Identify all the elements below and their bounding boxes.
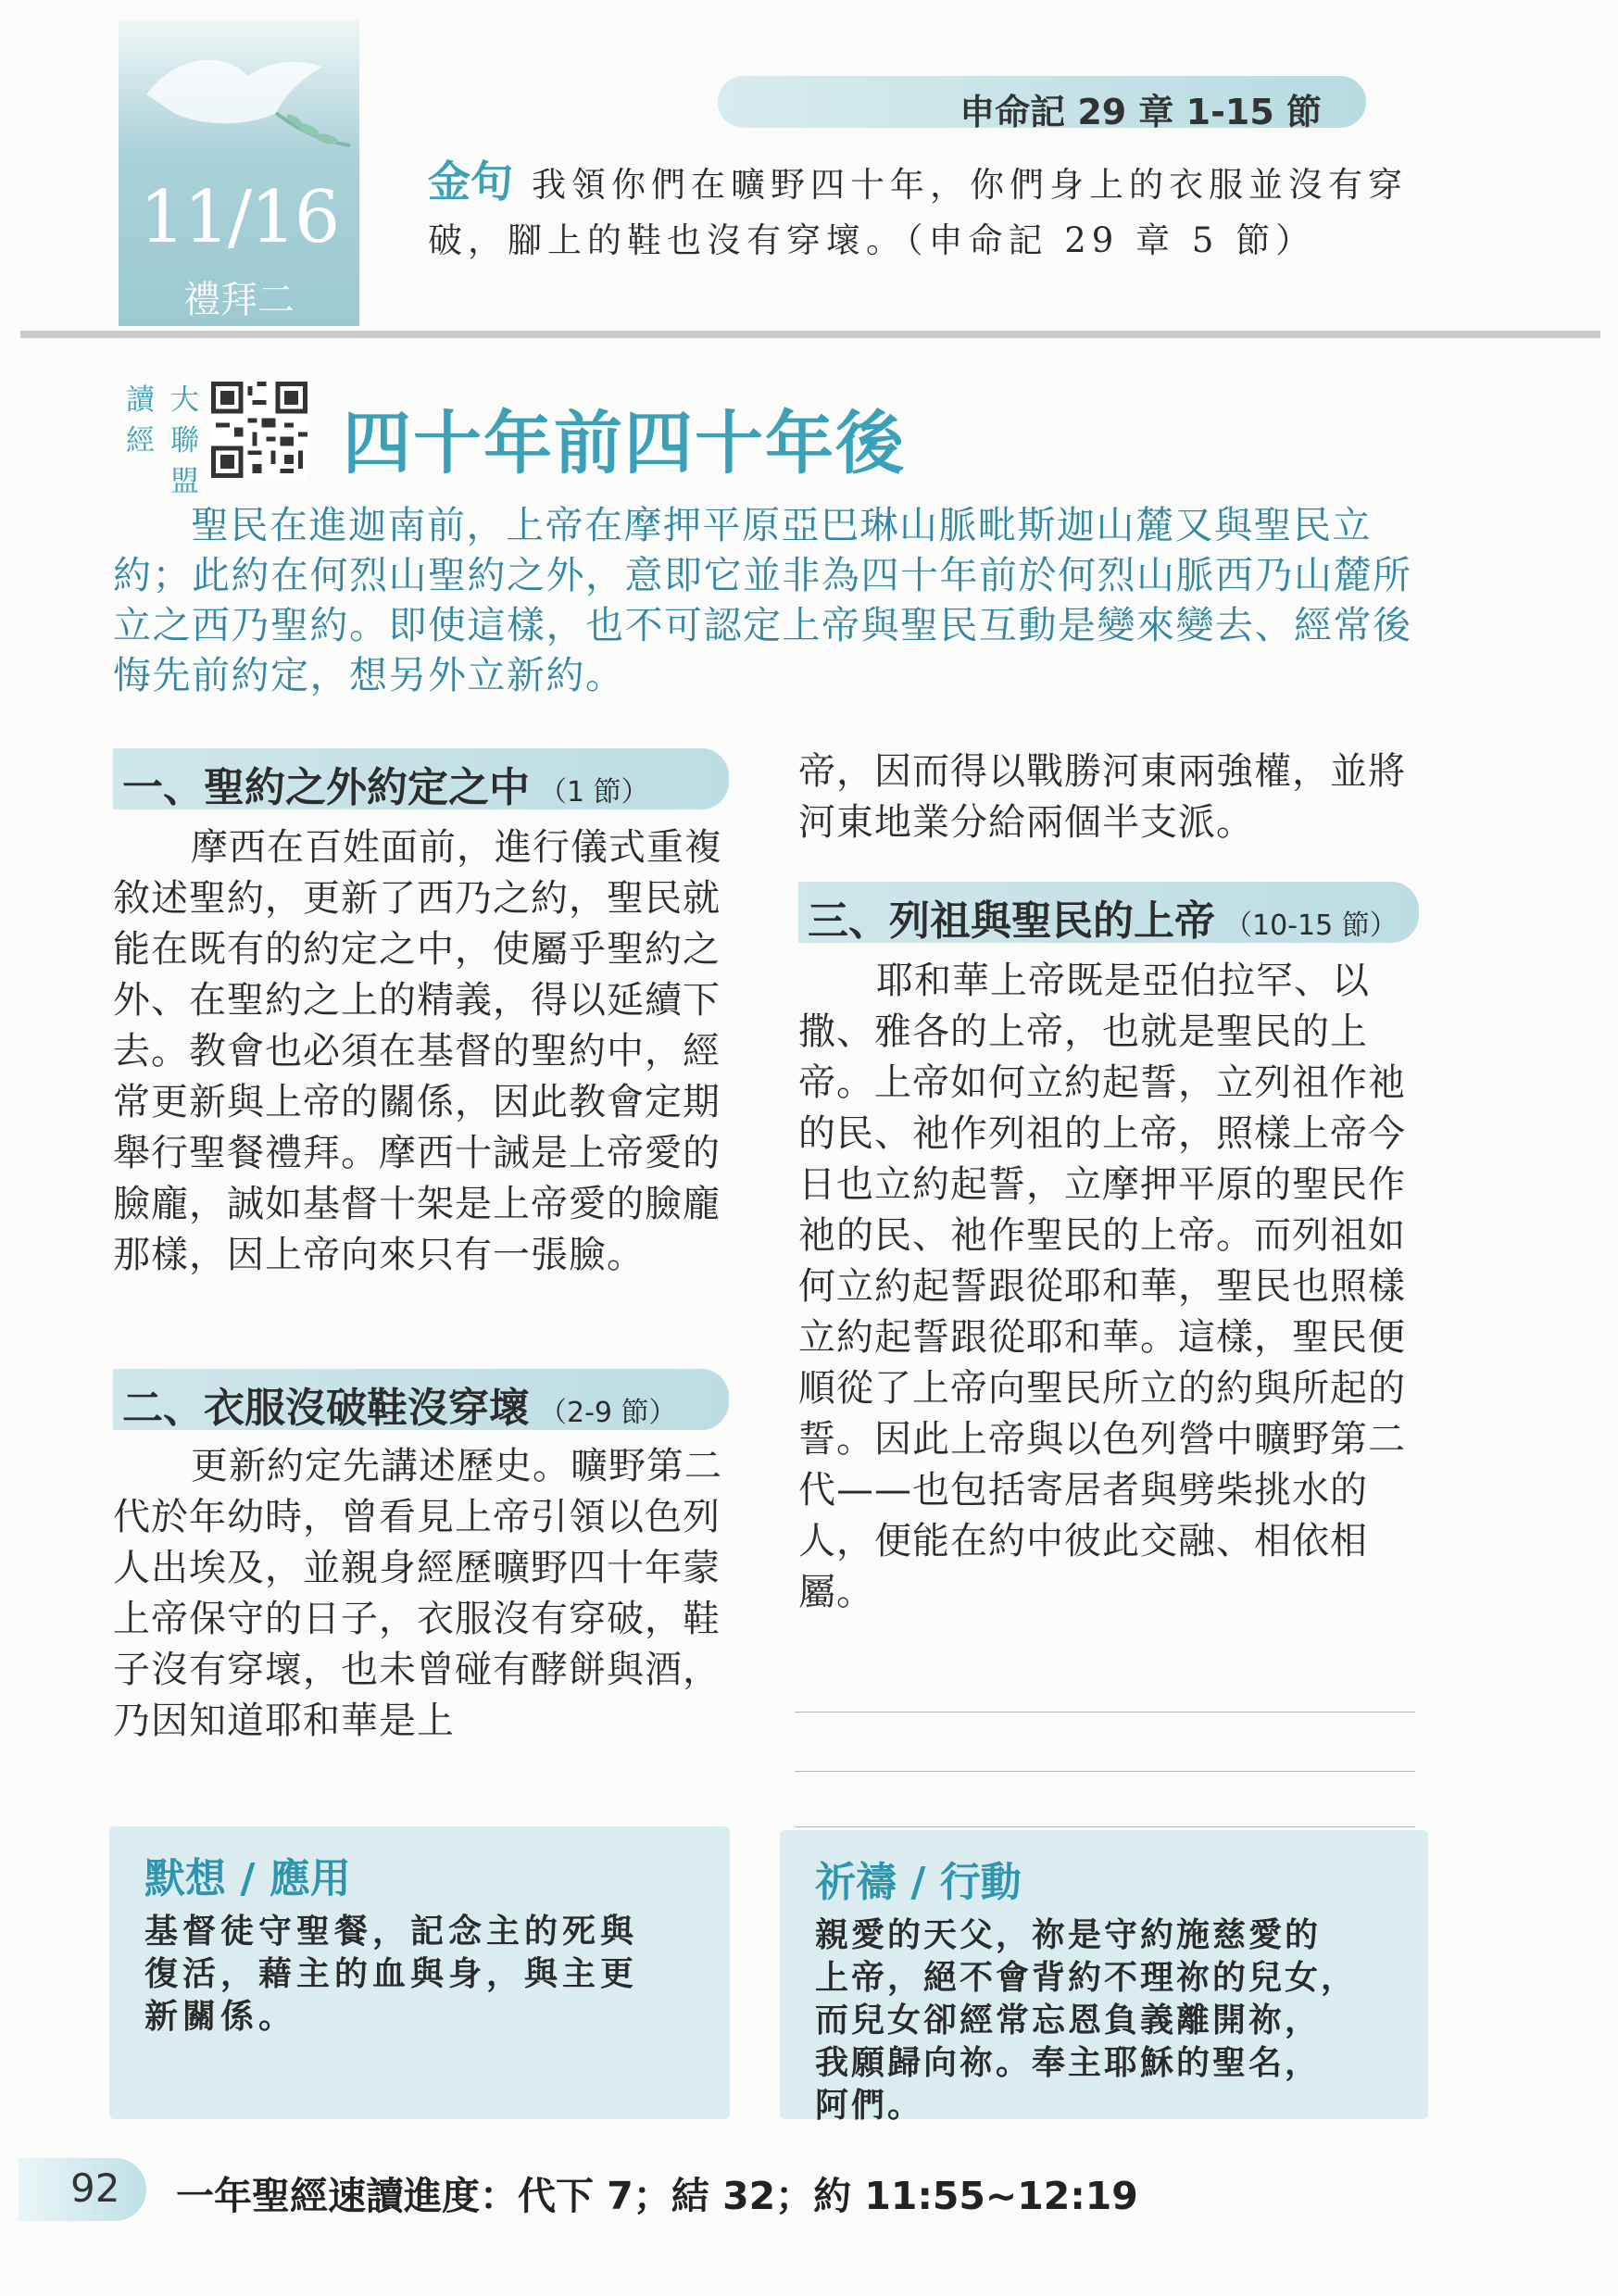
- golden-verse-text: 我領你們在曠野四十年，你們身上的衣服並沒有穿破，腳上的鞋也沒有穿壞。（申命記 29 章 5 節）: [428, 165, 1408, 260]
- section-1-body: 摩西在百姓面前，進行儀式重複敘述聖約，更新了西乃之約，聖民就能在既有的約定之中，使屬乎聖約之外、在聖約之上的精義，得以延續下去。教會也必須在基督的聖約中，經常更新與上帝的關係，因此教會定期舉行聖餐禮拜。摩西十誡是上帝愛的臉龐，誠如基督十架是上帝愛的臉龐那樣，因上帝向來只有一張臉。: [113, 826, 722, 1276]
- page-number-tab: [19, 2158, 146, 2221]
- header-divider: [20, 331, 1600, 338]
- prayer-box: [780, 1830, 1428, 2125]
- date-block: [119, 20, 359, 326]
- page-number: 92: [70, 2165, 120, 2211]
- golden-verse: [428, 148, 1428, 269]
- section-2-verses: （2-9 節）: [539, 1397, 677, 1429]
- section-3-body: 耶和華上帝既是亞伯拉罕、以撒、雅各的上帝，也就是聖民的上帝。上帝如何立約起誓，立列祖作祂的民、祂作列祖的上帝，照樣上帝今日也立約起誓，立摩押平原的聖民作祂的民、祂作聖民的上帝。而列祖如何立約起誓跟從耶和華，聖民也照樣立約起誓跟從耶和華。這樣，聖民便順從了上帝向聖民所立的約與所起的誓。因此上帝與以色列營中曠野第二代——也包括寄居者與劈柴挑水的人，便能在約中彼此交融、相依相屬。: [798, 960, 1406, 1613]
- weekday: 禮拜二: [183, 279, 295, 321]
- section-3-heading: [798, 882, 1419, 943]
- scripture-reference: 申命記 29 章 1-15 節: [960, 92, 1322, 132]
- section-2-title: 二、衣服沒破鞋沒穿壞: [122, 1385, 530, 1432]
- prayer-line: 而兒女卻經常忘恩負義離開祢，: [815, 2001, 1322, 2039]
- meditation-line: 復活，藉主的血與身，與主更: [144, 1954, 639, 1993]
- date: 11/16: [139, 176, 339, 259]
- section-2-continuation: 帝，因而得以戰勝河東兩強權，並將河東地業分給兩個半支派。: [798, 750, 1406, 844]
- prayer-line: 阿們。: [815, 2086, 924, 2125]
- reading-progress: 一年聖經速讀進度：代下 7；結 32；約 11:55~12:19: [176, 2174, 1138, 2218]
- meditation-line: 基督徒守聖餐，記念主的死與: [144, 1912, 639, 1951]
- prayer-line: 上帝，絕不會背約不理祢的兒女，: [815, 1958, 1358, 1997]
- read-label: 讀經: [126, 383, 155, 458]
- meditation-text: [144, 1910, 638, 2038]
- prayer-line: 親愛的天父，祢是守約施慈愛的: [815, 1915, 1322, 1954]
- note-line: [795, 1712, 1415, 1713]
- page-title: 四十年前四十年後: [343, 404, 906, 483]
- section-1-verses: （1 節）: [539, 776, 649, 809]
- prayer-text: [815, 1913, 1357, 2127]
- section-3-verses: （10-15 節）: [1224, 910, 1398, 942]
- meditation-box: [109, 1826, 730, 2119]
- note-line: [795, 1826, 1415, 1827]
- meditation-title: 默想 / 應用: [144, 1855, 351, 1902]
- section-2-heading: [113, 1369, 729, 1430]
- section-1-title: 一、聖約之外約定之中: [122, 764, 530, 811]
- qr-code-icon[interactable]: [211, 382, 307, 478]
- section-2-body: 更新約定先講述歷史。曠野第二代於年幼時，曾看見上帝引領以色列人出埃及，並親身經歷曠野四十年蒙上帝保守的日子，衣服沒有穿破，鞋子沒有穿壞，也未曾碰有酵餅與酒，乃因知道耶和華是上: [113, 1445, 722, 1742]
- section-3-title: 三、列祖與聖民的上帝: [808, 897, 1215, 945]
- prayer-title: 祈禱 / 行動: [815, 1859, 1022, 1906]
- golden-verse-label: 金句: [428, 157, 513, 207]
- dove-olive-branch-icon: [137, 39, 359, 178]
- meditation-line: 新關係。: [144, 1997, 297, 2036]
- prayer-line: 我願歸向祢。奉主耶穌的聖名，: [815, 2043, 1322, 2082]
- scripture-reference-bar: [718, 76, 1366, 132]
- alliance-label: 大聯盟: [170, 383, 199, 498]
- note-line: [795, 1771, 1415, 1772]
- section-1-heading: [113, 748, 729, 809]
- intro-paragraph: 聖民在進迦南前，上帝在摩押平原亞巴琳山脈毗斯迦山麓又與聖民立約；此約在何烈山聖約之外，意即它並非為四十年前於何烈山脈西乃山麓所立之西乃聖約。即使這樣，也不可認定上帝與聖民互動是變來變去、經常後悔先前約定，想另外立新約。: [113, 503, 1412, 697]
